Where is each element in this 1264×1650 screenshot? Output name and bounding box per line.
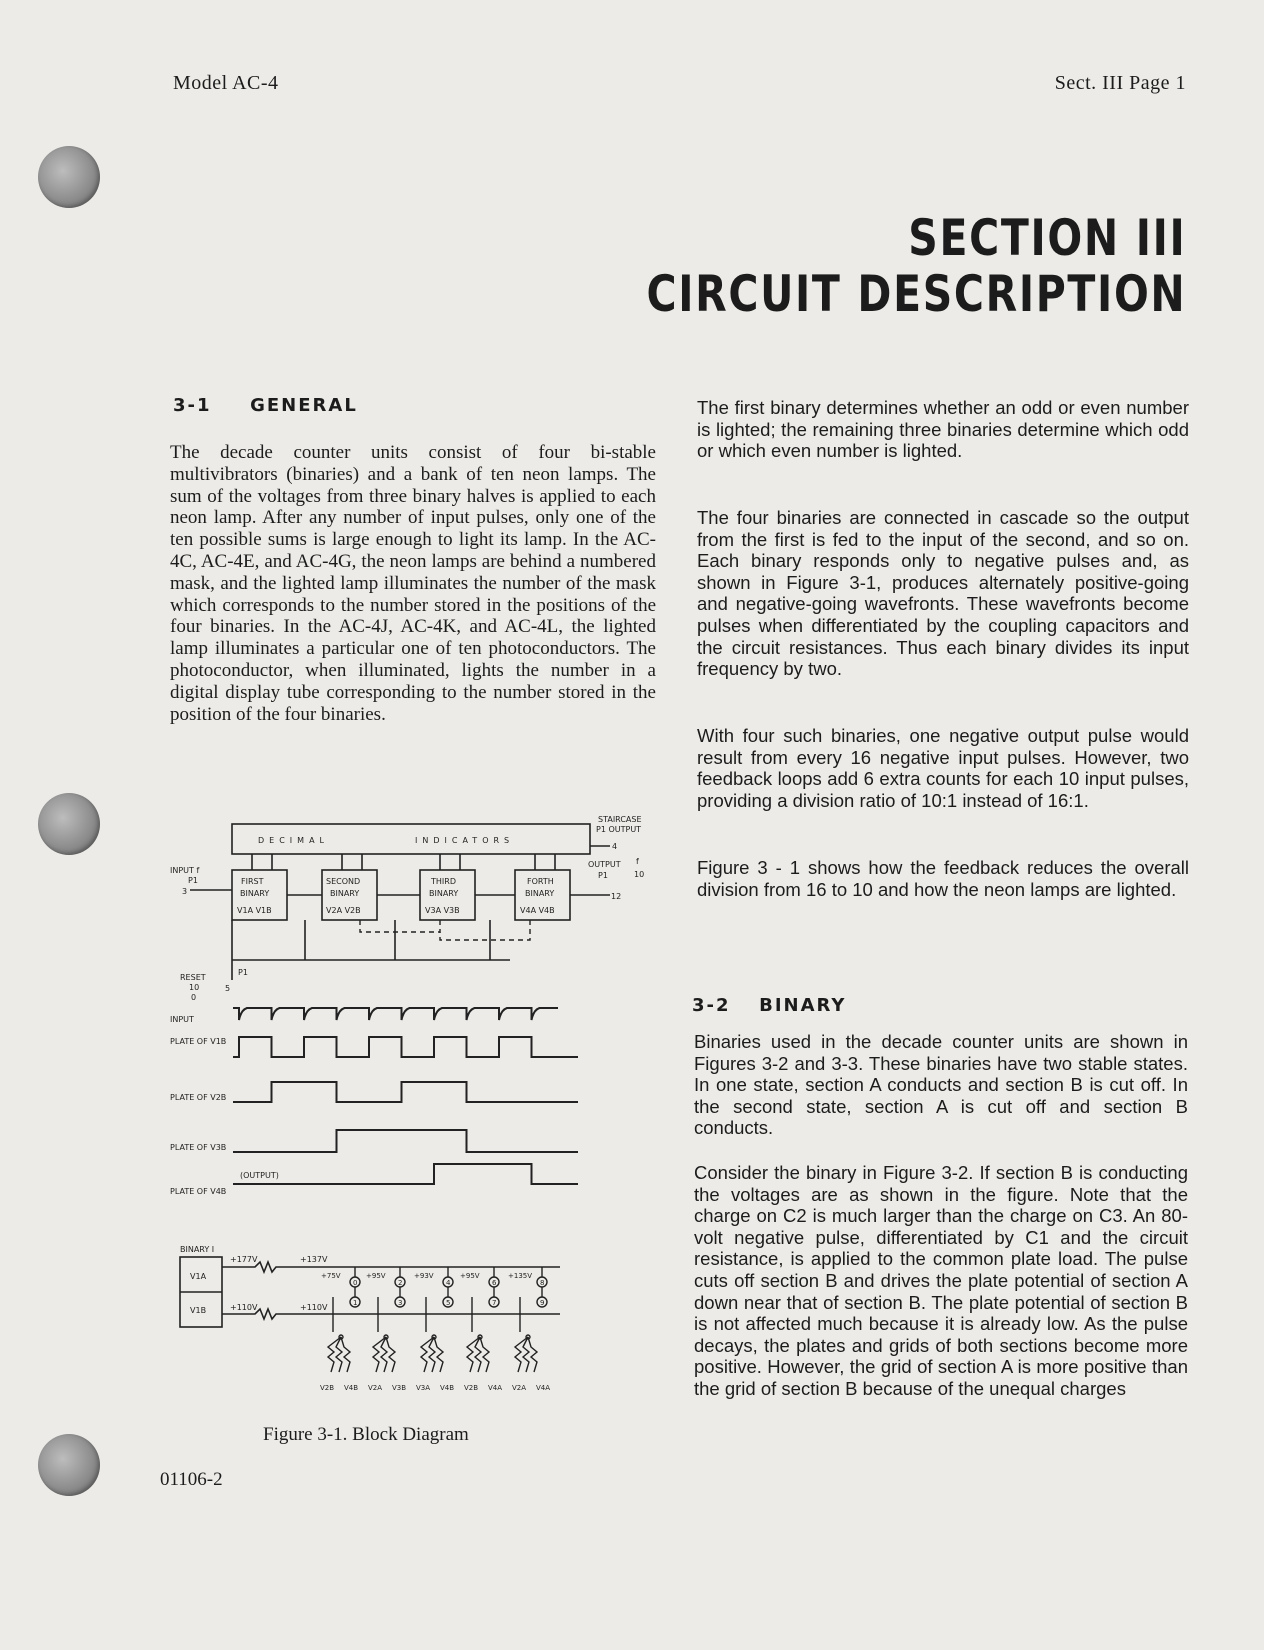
volt-110b-label: +110V (300, 1303, 328, 1312)
tube-label: V4B (344, 1384, 359, 1392)
binary-number: 3-2 (692, 995, 731, 1016)
output-p1-label: P1 (598, 871, 608, 880)
binary-label-2 (326, 877, 361, 915)
staircase-output-label: P1 OUTPUT (596, 825, 642, 834)
v1b-label: V1B (190, 1306, 207, 1315)
section-title-line1: SECTION III (907, 209, 1186, 267)
binary-heading (692, 995, 846, 1016)
tube-label: V4A (536, 1384, 551, 1392)
lamp-number-bottom: 5 (446, 1299, 451, 1307)
binary-one-label: BINARY I (180, 1245, 215, 1254)
tube-label: V2B (320, 1384, 335, 1392)
lamp-voltage-label: +95V (460, 1272, 480, 1280)
figure-caption: Figure 3-1. Block Diagram (263, 1424, 469, 1445)
waveform-v1b (233, 1037, 578, 1057)
input-label: INPUT f (170, 866, 200, 875)
svg-text:THIRD: THIRD (431, 877, 456, 886)
svg-text:BINARY: BINARY (330, 889, 360, 898)
binary-title: BINARY (759, 995, 847, 1016)
tube-label: V3B (392, 1384, 407, 1392)
wave-label-v1b: PLATE OF V1B (170, 1037, 227, 1046)
svg-text:V2A V2B: V2A V2B (326, 906, 361, 915)
svg-text:V1A V1B: V1A V1B (237, 906, 272, 915)
volt-137-label: +137V (300, 1255, 328, 1264)
punch-hole-top (38, 146, 100, 208)
resistor-line (341, 1337, 350, 1372)
v1a-label: V1A (190, 1272, 207, 1281)
footer-code: 01106-2 (160, 1469, 223, 1490)
output-ten-label: 10 (634, 870, 645, 879)
right-paragraph-2: The four binaries are connected in cascade so the output from the first is fed to the input of the second, and so on. Each binary responds only to negative pulses and, as shown in Figure 3-1, produces alternately positive-going and negative-going wavefronts. These wavefronts become pulses when differentiated by the coupling capacitors and the circuit resistances. Thus each binary divides its input frequency by two. (697, 507, 1189, 680)
reset-label: RESET (180, 973, 206, 982)
lamp-number-top: 6 (492, 1279, 497, 1287)
lamp-number-bottom: 7 (492, 1299, 497, 1307)
volt-177-label: +177V (230, 1255, 258, 1264)
tube-label: V2B (464, 1384, 479, 1392)
decimal-label: DECIMAL (258, 836, 329, 845)
block-diagram (170, 812, 670, 1422)
wave-label-v3b: PLATE OF V3B (170, 1143, 227, 1152)
wave-label-v2b: PLATE OF V2B (170, 1093, 227, 1102)
lamp-voltage-label: +95V (366, 1272, 386, 1280)
svg-text:BINARY: BINARY (240, 889, 270, 898)
pin4-label: 4 (612, 842, 618, 851)
reset-zero-label: 0 (191, 993, 197, 1002)
right-paragraph-3: With four such binaries, one negative output pulse would result from every 16 negative input pulses. However, two feedback loops add 6 extra counts for each 10 input pulses, providing a division ratio of 10:1 instead of 16:1. (697, 725, 1189, 811)
indicators-label: INDICATORS (415, 836, 515, 845)
svg-text:FIRST: FIRST (241, 877, 264, 886)
svg-text:V3A V3B: V3A V3B (425, 906, 460, 915)
input-p1-label: P1 (188, 876, 198, 885)
wave-output-label: (OUTPUT) (240, 1171, 279, 1180)
section-title-line2: CIRCUIT DESCRIPTION (646, 265, 1186, 323)
svg-text:BINARY: BINARY (429, 889, 459, 898)
waveform-v4b (233, 1164, 578, 1184)
resistor-line (480, 1337, 489, 1372)
punch-hole-bottom (38, 1434, 100, 1496)
binary-paragraph-2: Consider the binary in Figure 3-2. If section B is conducting the voltages are as shown in the figure. Note that the charge on C2 is much larger than the charge on C3. An 80-volt negative pulse, differentiated by C1 and the circuit resistance, is applied to the common plate load. The pulse cuts off section B and drives the plate potential of section A down near that of section B. The plate potential of section B is not affected much because it is already low. As the pulse decays, the plates and grids of both sections become more positive. However, the grid of section A is more positive than the grid of section B because of the unequal charges (694, 1162, 1188, 1399)
tube-label: V2A (368, 1384, 383, 1392)
output-fraction-label: f (636, 857, 639, 866)
tube-label: V2A (512, 1384, 527, 1392)
punch-hole-middle (38, 793, 100, 855)
resistor-line (523, 1337, 529, 1372)
lamp-number-bottom: 1 (353, 1299, 358, 1307)
right-paragraph-4: Figure 3 - 1 shows how the feedback reduces the overall division from 16 to 10 and how the neon lamps are lighted. (697, 857, 1189, 900)
staircase-label: STAIRCASE (598, 815, 642, 824)
pin3-label: 3 (182, 887, 188, 896)
tube-label: V4A (488, 1384, 503, 1392)
general-paragraph: The decade counter units consist of four bi-stable multivibrators (binaries) and a bank of ten neon lamps. The sum of the voltages from three binary halves is applied to each neon lamp. After any number of input pulses, only one of the ten possible sums is large enough to light its lamp. In the AC-4C, AC-4E, and AC-4G, the neon lamps are behind a numbered mask, and the lighted lamp illuminates the number of the mask which corresponds to the number stored in the positions of the four binaries. In the AC-4J, AC-4K, and AC-4L, the lighted lamp illuminates a particular one of ten photoconductors. The photoconductor, when illuminated, lights the number in a digital display tube corresponding to the number stored in the position of the four binaries. (170, 442, 656, 725)
general-title: GENERAL (250, 395, 358, 416)
resistor-line (475, 1337, 481, 1372)
lamp-voltage-label: +75V (321, 1272, 341, 1280)
resistor-line (336, 1337, 342, 1372)
lamp-voltage-label: +93V (414, 1272, 434, 1280)
wave-label-v4b: PLATE OF V4B (170, 1187, 227, 1196)
binary-label-4 (520, 877, 555, 915)
lamp-number-top: 0 (353, 1279, 358, 1287)
waveform-v2b (233, 1082, 578, 1102)
lamp-voltage-label: +135V (508, 1272, 533, 1280)
output-label: OUTPUT (588, 860, 621, 869)
resistor-line (434, 1337, 443, 1372)
general-heading (173, 395, 358, 416)
binary-label-1 (237, 877, 272, 915)
general-number: 3-1 (173, 395, 212, 416)
lamp-number-top: 4 (446, 1279, 451, 1287)
svg-text:V4A V4B: V4A V4B (520, 906, 555, 915)
svg-text:SECOND: SECOND (326, 877, 361, 886)
reset-ten-label: 10 (189, 983, 200, 992)
header-model: Model AC-4 (173, 72, 279, 94)
reset-pin-label: 5 (225, 984, 231, 993)
resistor-line (528, 1337, 537, 1372)
resistor-line (429, 1337, 435, 1372)
header-page-ref: Sect. III Page 1 (1054, 72, 1186, 94)
binary-paragraph-1: Binaries used in the decade counter units are shown in Figures 3-2 and 3-3. These binaries have two stable states. In one state, section A conducts and section B is cut off. In the second state, section A is cut off and section B conducts. (694, 1031, 1188, 1139)
pin12-label: 12 (611, 892, 622, 901)
section-title (646, 210, 1186, 322)
volt-110a-label: +110V (230, 1303, 258, 1312)
wave-label-input: INPUT (170, 1015, 194, 1024)
binary-label-3 (425, 877, 460, 915)
svg-text:FORTH: FORTH (527, 877, 554, 886)
lamp-number-bottom: 9 (540, 1299, 545, 1307)
waveform-input (233, 1008, 558, 1020)
tube-label: V3A (416, 1384, 431, 1392)
resistor-line (386, 1337, 395, 1372)
lamp-number-top: 2 (398, 1279, 403, 1287)
svg-text:BINARY: BINARY (525, 889, 555, 898)
reset-p1-label: P1 (238, 968, 248, 977)
lamp-number-bottom: 3 (398, 1299, 403, 1307)
tube-label: V4B (440, 1384, 455, 1392)
waveform-v3b (233, 1130, 578, 1152)
right-paragraph-1: The first binary determines whether an odd or even number is lighted; the remaining three binaries determine which odd or which even number is lighted. (697, 397, 1189, 462)
lamp-number-top: 8 (540, 1279, 545, 1287)
resistor-line (381, 1337, 387, 1372)
